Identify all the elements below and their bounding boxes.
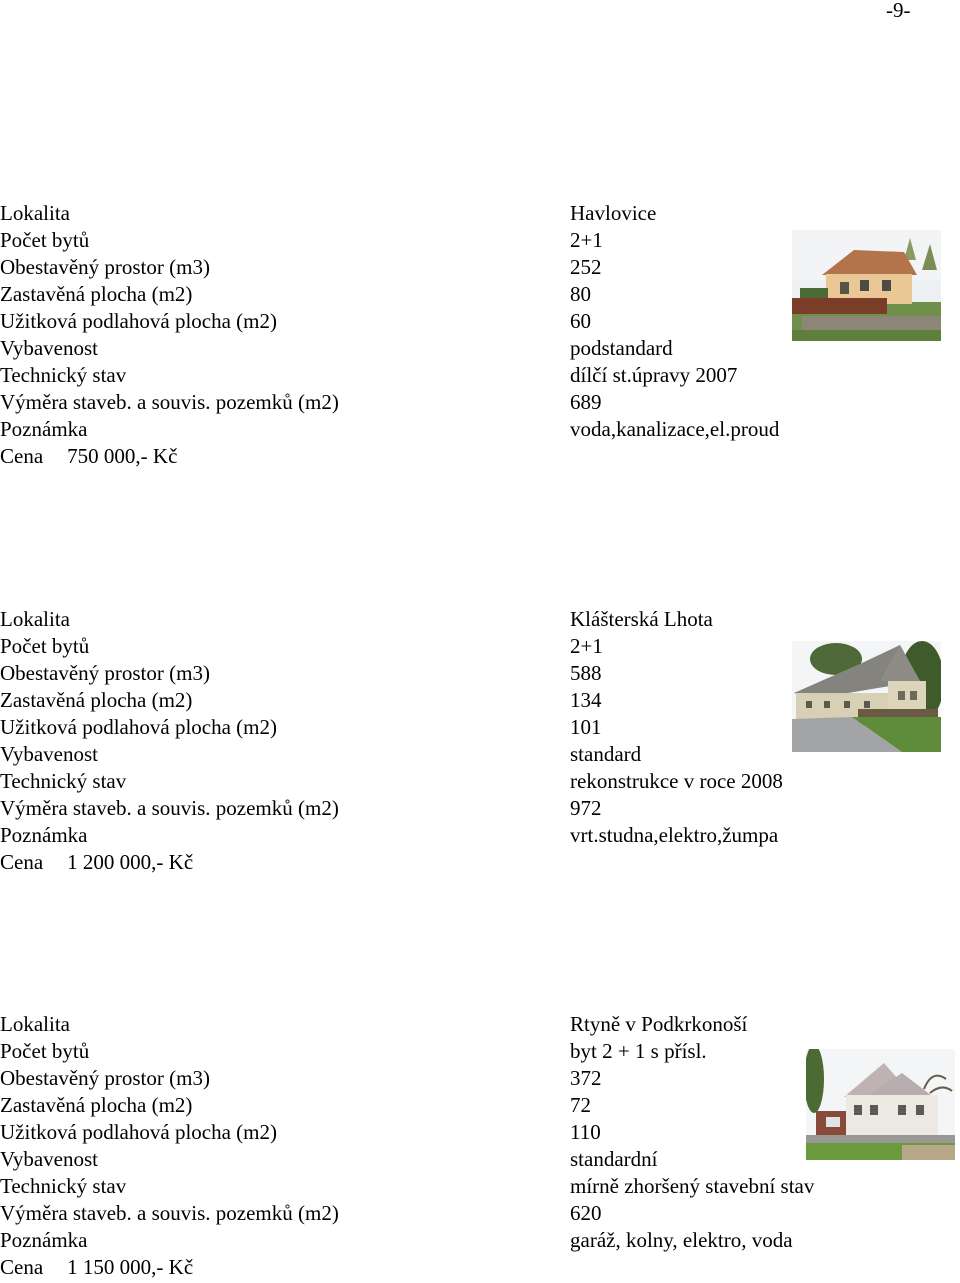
label-cena: Cena: [0, 1255, 44, 1279]
label-technicky-stav: Technický stav: [0, 363, 127, 387]
label-zastavena: Zastavěná plocha (m2): [0, 688, 193, 712]
value-vymera: 620: [570, 1201, 602, 1225]
value-vybavenost: standardní: [570, 1147, 658, 1171]
value-lokalita: Havlovice: [570, 201, 657, 225]
row-cena: [0, 849, 193, 876]
label-vybavenost: Vybavenost: [0, 336, 98, 360]
value-obestaveny: 372: [570, 1066, 602, 1090]
value-poznamka: garáž, kolny, elektro, voda: [570, 1228, 793, 1252]
house-photo-havlovice: [792, 230, 941, 341]
row-cena: [0, 1254, 193, 1281]
label-obestaveny: Obestavěný prostor (m3): [0, 255, 210, 279]
value-vybavenost: standard: [570, 742, 642, 766]
value-pocet-bytu: byt 2 + 1 s přísl.: [570, 1039, 707, 1063]
label-vybavenost: Vybavenost: [0, 1147, 98, 1171]
value-obestaveny: 588: [570, 661, 602, 685]
label-lokalita: Lokalita: [0, 607, 70, 631]
label-lokalita: Lokalita: [0, 1012, 70, 1036]
label-lokalita: Lokalita: [0, 201, 70, 225]
label-vymera: Výměra staveb. a souvis. pozemků (m2): [0, 1201, 339, 1225]
value-vybavenost: podstandard: [570, 336, 673, 360]
value-poznamka: voda,kanalizace,el.proud: [570, 417, 780, 441]
value-pocet-bytu: 2+1: [570, 228, 603, 252]
value-uzitkova: 60: [570, 309, 591, 333]
value-vymera: 972: [570, 796, 602, 820]
value-cena: 750 000,- Kč: [67, 444, 178, 468]
label-technicky-stav: Technický stav: [0, 1174, 127, 1198]
label-zastavena: Zastavěná plocha (m2): [0, 282, 193, 306]
label-vymera: Výměra staveb. a souvis. pozemků (m2): [0, 796, 339, 820]
label-poznamka: Poznámka: [0, 823, 88, 847]
value-technicky-stav: dílčí st.úpravy 2007: [570, 363, 738, 387]
row-cena: [0, 443, 177, 470]
label-uzitkova: Užitková podlahová plocha (m2): [0, 715, 277, 739]
value-technicky-stav: mírně zhoršený stavební stav: [570, 1174, 815, 1198]
value-zastavena: 134: [570, 688, 602, 712]
label-pocet-bytu: Počet bytů: [0, 228, 90, 252]
label-pocet-bytu: Počet bytů: [0, 634, 90, 658]
label-poznamka: Poznámka: [0, 417, 88, 441]
value-technicky-stav: rekonstrukce v roce 2008: [570, 769, 783, 793]
label-uzitkova: Užitková podlahová plocha (m2): [0, 1120, 277, 1144]
value-uzitkova: 110: [570, 1120, 601, 1144]
label-technicky-stav: Technický stav: [0, 769, 127, 793]
label-cena: Cena: [0, 850, 44, 874]
label-pocet-bytu: Počet bytů: [0, 1039, 90, 1063]
label-obestaveny: Obestavěný prostor (m3): [0, 661, 210, 685]
label-poznamka: Poznámka: [0, 1228, 88, 1252]
label-uzitkova: Užitková podlahová plocha (m2): [0, 309, 277, 333]
value-zastavena: 72: [570, 1093, 591, 1117]
house-photo-rtyne-v-podkrkonosi: [806, 1049, 955, 1160]
value-poznamka: vrt.studna,elektro,žumpa: [570, 823, 779, 847]
value-obestaveny: 252: [570, 255, 602, 279]
label-zastavena: Zastavěná plocha (m2): [0, 1093, 193, 1117]
value-cena: 1 200 000,- Kč: [67, 850, 194, 874]
value-vymera: 689: [570, 390, 602, 414]
value-cena: 1 150 000,- Kč: [67, 1255, 194, 1279]
value-lokalita: Rtyně v Podkrkonoší: [570, 1012, 748, 1036]
label-obestaveny: Obestavěný prostor (m3): [0, 1066, 210, 1090]
label-vybavenost: Vybavenost: [0, 742, 98, 766]
label-vymera: Výměra staveb. a souvis. pozemků (m2): [0, 390, 339, 414]
value-pocet-bytu: 2+1: [570, 634, 603, 658]
value-uzitkova: 101: [570, 715, 602, 739]
house-photo-klasterska-lhota: [792, 641, 941, 752]
value-lokalita: Klášterská Lhota: [570, 607, 713, 631]
label-cena: Cena: [0, 444, 44, 468]
page-number: -9-: [886, 0, 911, 22]
value-zastavena: 80: [570, 282, 591, 306]
